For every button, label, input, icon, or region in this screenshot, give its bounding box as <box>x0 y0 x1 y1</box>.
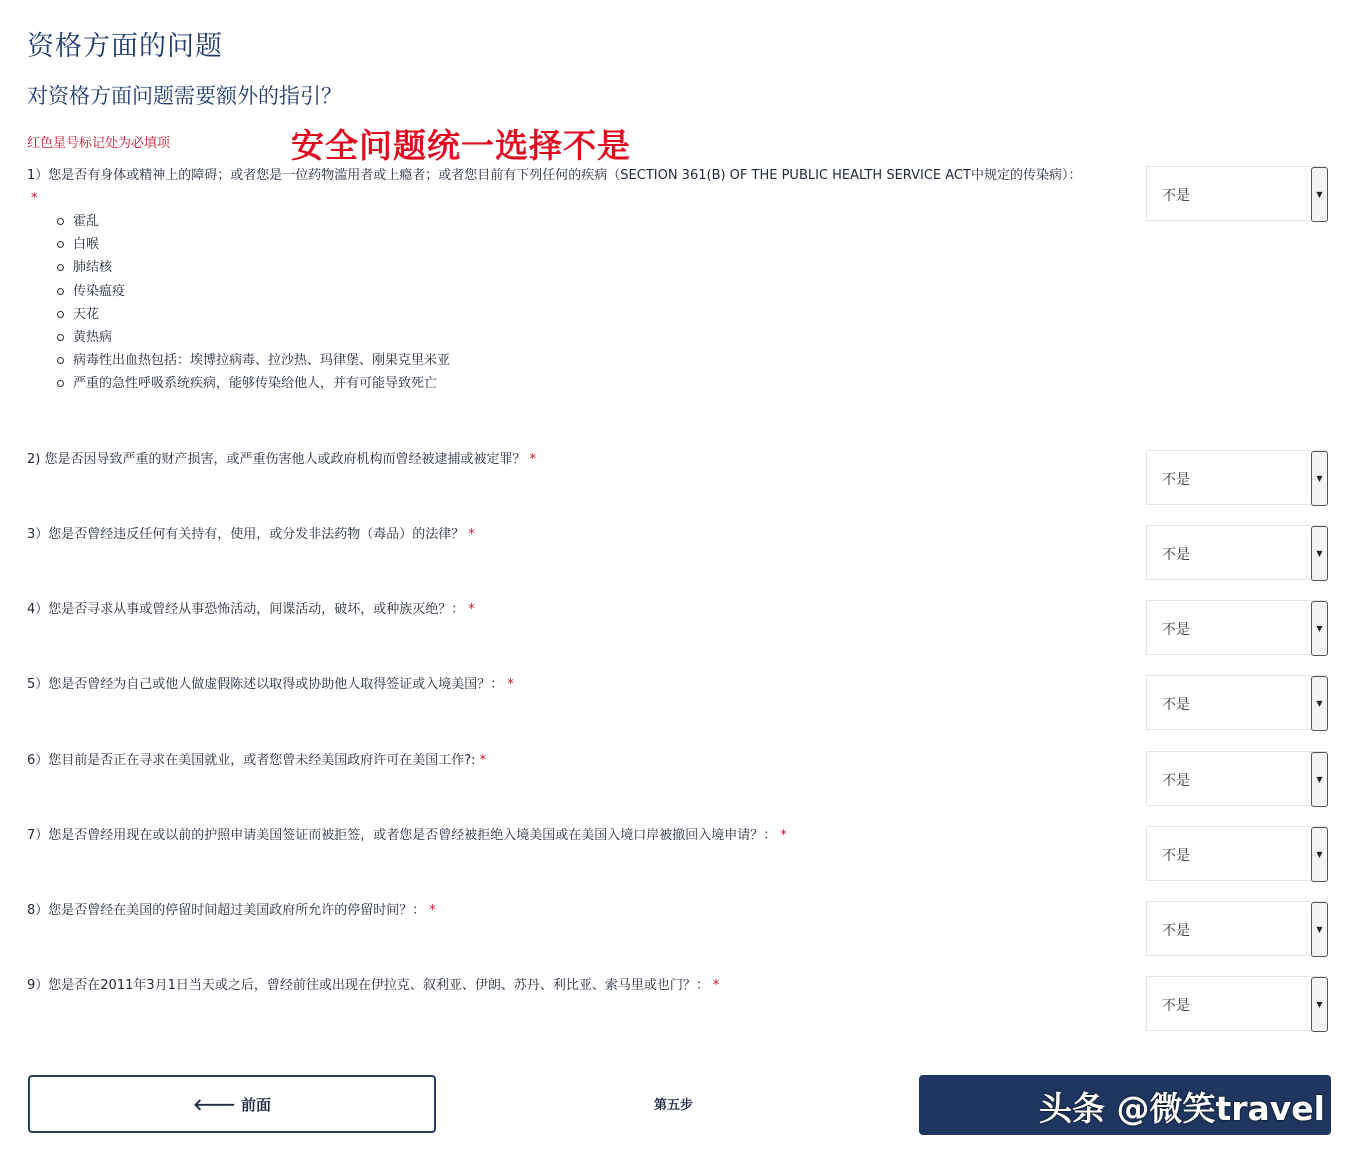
answer-select-1[interactable] <box>1146 166 1328 221</box>
select-value: 不是 <box>1162 188 1190 204</box>
select-value: 不是 <box>1162 697 1190 713</box>
required-mark: * <box>507 677 514 692</box>
dropdown-arrow-icon[interactable]: ▼ <box>1311 827 1328 882</box>
required-note: 红色星号标记处为必填项 <box>27 136 171 151</box>
question-text: 9）您是否在2011年3月1日当天或之后，曾经前往或出现在伊拉克、叙利亚、伊朗、苏丹、利比亚、索马里或也门？： <box>27 978 709 993</box>
answer-select-3[interactable] <box>1146 525 1328 580</box>
select-value: 不是 <box>1162 547 1190 563</box>
dropdown-arrow-icon[interactable]: ▼ <box>1311 526 1328 581</box>
select-value: 不是 <box>1162 773 1190 789</box>
dropdown-arrow-icon[interactable]: ▼ <box>1311 902 1328 957</box>
watermark: 头条 @微笑travel <box>1038 1089 1325 1128</box>
answer-select-6[interactable] <box>1146 751 1328 806</box>
list-item: 霍乱 <box>57 210 1087 233</box>
required-mark: * <box>468 602 475 617</box>
previous-button[interactable] <box>28 1075 436 1133</box>
question-text: 7）您是否曾经用现在或以前的护照申请美国签证而被拒签，或者您是否曾经被拒绝入境美国或在美国入境口岸被撤回入境申请？： <box>27 828 777 843</box>
dropdown-arrow-icon[interactable]: ▼ <box>1311 977 1328 1032</box>
select-value: 不是 <box>1162 998 1190 1014</box>
answer-select-7[interactable] <box>1146 826 1328 881</box>
list-item: 天花 <box>57 303 1087 326</box>
list-item: 白喉 <box>57 233 1087 256</box>
select-value: 不是 <box>1162 622 1190 638</box>
required-mark: * <box>468 527 475 542</box>
required-mark: * <box>529 452 536 467</box>
answer-select-4[interactable] <box>1146 600 1328 655</box>
dropdown-arrow-icon[interactable]: ▼ <box>1311 752 1328 807</box>
required-mark: * <box>712 978 720 993</box>
question-text: 4）您是否寻求从事或曾经从事恐怖活动，间谍活动，破坏，或种族灭绝？： <box>27 602 465 617</box>
arrow-left-icon: 🡐 <box>193 1095 236 1114</box>
guide-link[interactable]: 对资格方面问题需要额外的指引？ <box>27 84 342 108</box>
select-value: 不是 <box>1162 923 1190 939</box>
question-3 <box>27 523 1087 546</box>
question-text: 1）您是否有身体或精神上的障碍；或者您是一位药物滥用者或上瘾者；或者您目前有下列任何的疾病（SECTION 361(B) OF THE PUBLIC HEALTH SERVICE ACT中规定的传染病）： <box>27 168 1082 183</box>
required-mark: * <box>479 753 487 768</box>
question-5 <box>27 673 1087 696</box>
overlay-annotation: 安全问题统一选择不是 <box>291 126 631 165</box>
answer-select-2[interactable] <box>1146 450 1328 505</box>
question-9 <box>27 974 1087 997</box>
step-indicator: 第五步 <box>654 1098 694 1113</box>
question-text: 6）您目前是否正在寻求在美国就业，或者您曾未经美国政府许可在美国工作?: <box>27 753 476 768</box>
next-button[interactable] <box>919 1075 1331 1135</box>
question-text: 3）您是否曾经违反任何有关持有，使用，或分发非法药物（毒品）的法律？ <box>27 527 465 542</box>
dropdown-arrow-icon[interactable]: ▼ <box>1311 676 1328 731</box>
question-2 <box>27 448 1087 471</box>
question-text: 5）您是否曾经为自己或他人做虚假陈述以取得或协助他人取得签证或入境美国？： <box>27 677 504 692</box>
required-mark: * <box>780 828 787 843</box>
question-6 <box>27 749 1087 772</box>
answer-select-8[interactable] <box>1146 901 1328 956</box>
select-value: 不是 <box>1162 472 1190 488</box>
dropdown-arrow-icon[interactable]: ▼ <box>1311 601 1328 656</box>
question-8 <box>27 899 1087 922</box>
list-item: 传染瘟疫 <box>57 280 1087 303</box>
question-text: 2) 您是否因导致严重的财产损害，或严重伤害他人或政府机构而曾经被逮捕或被定罪？ <box>27 452 526 467</box>
list-item: 肺结核 <box>57 256 1087 279</box>
question-7 <box>27 824 1087 847</box>
list-item: 黄热病 <box>57 326 1087 349</box>
question-1 <box>27 164 1087 396</box>
dropdown-arrow-icon[interactable]: ▼ <box>1311 167 1328 222</box>
previous-button-label: 前面 <box>240 1095 271 1114</box>
required-mark: * <box>31 191 38 206</box>
question-text: 8）您是否曾经在美国的停留时间超过美国政府所允许的停留时间？： <box>27 903 426 918</box>
select-value: 不是 <box>1162 848 1190 864</box>
question-4 <box>27 598 1087 621</box>
answer-select-5[interactable] <box>1146 675 1328 730</box>
page-title: 资格方面的问题 <box>27 31 223 62</box>
list-item: 严重的急性呼吸系统疾病，能够传染给他人，并有可能导致死亡 <box>57 372 1087 395</box>
answer-select-9[interactable] <box>1146 976 1328 1031</box>
disease-list <box>27 210 1087 396</box>
dropdown-arrow-icon[interactable]: ▼ <box>1311 451 1328 506</box>
required-mark: * <box>429 903 436 918</box>
list-item: 病毒性出血热包括：埃博拉病毒、拉沙热、玛律堡、刚果克里米亚 <box>57 349 1087 372</box>
